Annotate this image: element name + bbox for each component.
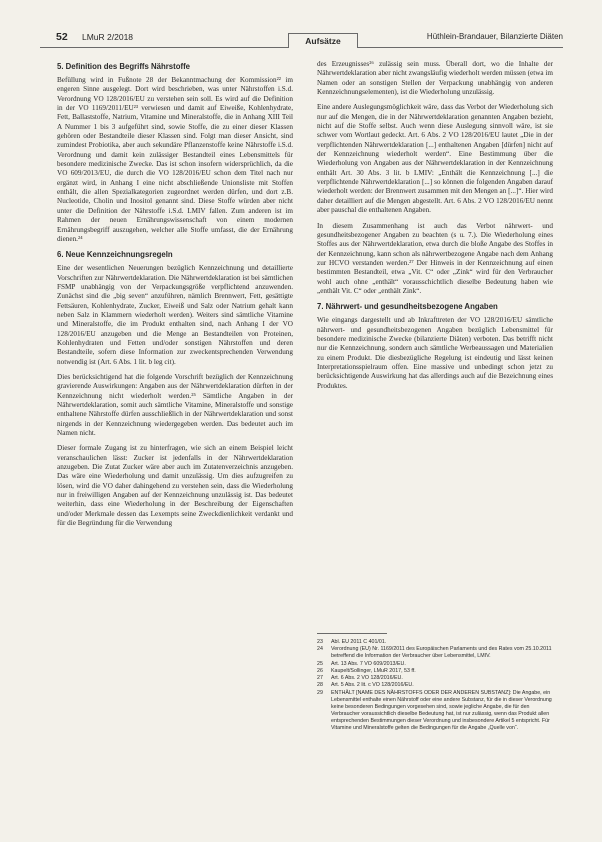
footnote: [317, 639, 553, 646]
section-heading: 5. Definition des Begriffs Nährstoffe: [57, 62, 190, 71]
footnote: [317, 675, 553, 682]
footnote-number: 23: [317, 639, 323, 645]
footnote-number: 26: [317, 667, 323, 674]
footnote: [317, 668, 553, 675]
page-number: 52: [56, 31, 68, 43]
body-paragraph: Wie eingangs dargestellt und ab Inkrafttreten der VO 128/2016/EU sämtliche nährwert- und gesundheitsbezogenen Angaben bezüglich Lebensmittel für besondere medizinische Zwecke (bilanzierte Diäten) verboten. Das betrifft nicht nur die Kennzeichnung, sondern auch sämtliche Werbeaussagen und Materialien zu einem Produkt. Die diesbezügliche Regelung ist eindeutig und lässt keinen Interpretationsspielraum offen. Eine massive und unbedingt schon jetzt zu berücksichtigende Auswirkung hat das allerdings auch auf die Bezeichnung eines Produktes.: [317, 316, 553, 390]
body-paragraph: Dies berücksichtigend hat die folgende Vorschrift bezüglich der Kennzeichnung gravierende Auswirkungen: Angaben aus der Nährwertdeklaration dürften in der Kennzeichnung nicht wiederholt werden.²⁵ Sämtliche Angaben in der Nährwertdeklaration, somit auch sämtliche Vitamine, Mineralstoffe und sonstige enthaltene Nährstoffe dürfen ausschließlich in der Nährwertdeklaration und sonst nirgends in der Kennzeichnung wiedergegeben werden. Das bedeutet auch im Namen nicht.: [57, 372, 293, 438]
section-heading: 6. Neue Kennzeichnungsregeln: [57, 250, 173, 260]
section-label: Aufsätze: [288, 33, 358, 48]
footnote-number: 27: [317, 675, 323, 682]
footnote-number: 28: [317, 682, 323, 689]
footnote-text: Art. 6 Abs. 2 VO 128/2016/EU.: [331, 675, 403, 682]
left-column: [57, 60, 293, 534]
footnote-text: Art. 13 Abs. 7 VO 609/2013/EU.: [331, 660, 406, 667]
body-paragraph: Eine der wesentlichen Neuerungen bezüglich Kennzeichnung und detaillierte Vorschriften zur Nährwertdeklaration. Die Nährwertdeklaration ist bei sämtlichen FSMP unabhängig von der Verpackungsgröße verpflichtend anzuwenden. Zunächst sind die „big seven“ anzuführen, nämlich Brennwert, Fett, gesättigte Fettsäuren, Kohlenhydrate, Zucker, Eiweiß und Salz oder Natrium gehalt kann neben Salz in Klammern wiederholt werden). Weiters sind sämtliche Vitamine und Mineralstoffe, die im Produkt enthalten sind, nach Anhang I der VO 128/2016/EU anzugeben und die Menge an Bestandteilen von Proteinen, Kohlenhydraten und Fetten und/oder sonstigen Nährstoffen und deren Bestandteile, sofern diese Information zur zweckentsprechenden Verwendung notwendig ist (Art. 6 Abs. 1 lit. b leg cit).: [57, 264, 293, 366]
body-paragraph: Befüllung wird in Fußnote 28 der Bekanntmachung der Kommission²² im engeren Sinne ausgelegt. Dort wird beschrieben, was unter Nährstoffen i.S.d. Verordnung VO 128/2016/EU zu verstehen sein soll. Es wird auf die Definition in der VO 1169/2011/EU²³ verwiesen und damit auf Eiweiße, Kohlenhydrate, Fett, Ballaststoffe, Natrium, Vitamine und Mineralstoffe, die in Anhang XIII Teil A Nummer 1 bis 3 aufgeführt sind, sowie Stoffe, die zu einer dieser Klassen gehören oder Bestandteile dieser Klassen sind. Folgt man dieser Ansicht, sind zumindest Probiotika, aber auch sekundäre Pflanzenstoffe keine Nährstoffe i.S.d. Verordnung und damit kein zulässiger Bestandteil eines Lebensmittels für besondere medizinische Zwecke. Das ist schon insofern widersprüchlich, da die VO 609/2013/EU, die durch die VO 128/2016/EU schon dem Titel nach nur ergänzt wird, in Anhang I eine nicht abschließende Unionsliste mit Stoffen enthält, die allen Spezialkategorien zugeordnet werden dürfen, und dort z.B. Nucleotide, Cholin und Inositol genannt sind. Diese Stoffe würden aber nicht unter die Definition der Nährstoffe i.S.d. LMIV fallen. Zum anderen ist im Rahmen der neuen Ernährungswissenschaft von einem modernen Ernährungsbegriff auszugehen, welcher alle Stoffe umfasst, die der Ernährung dienen.²⁴: [57, 76, 293, 243]
body-paragraph: des Erzeugnisses²⁶ zulässig sein muss. Überall dort, wo die Inhalte der Nährwertdeklaration aber nicht zwangsläufig wiederholt werden müssen (etwa im Namen oder an sonstigen Stellen der Verpackung unabhängig von anderen Kennzeichnungselementen), ist die Wiederholung unzulässig.: [317, 60, 553, 97]
footnote: [317, 661, 553, 668]
article-authors: Hüthlein-Brandauer, Bilanzierte Diäten: [426, 32, 563, 41]
body-paragraph: In diesem Zusammenhang ist auch das Verbot nährwert- und gesundheitsbezogener Angaben zu beachten (s u. 7.). Die Wiederholung eines Stoffes aus der Nährwertdeklaration, etwa durch die bloße Angabe des Stoffes in der Kennzeichnung, kann schon als nährwertbezogene Angabe nach dem Anhang zur HCVO verstanden werden.²⁷ Der Hinweis in der Kennzeichnung auf einen bestimmten Bestandteil, etwa „Vit. C“ oder „Zink“ wird für den Verbraucher wohl auch ohne „enthält“ vorausschichtlich dieselbe Bedeutung haben wie „enthält Vit. C“ oder „enthält Zink“.: [317, 221, 553, 295]
body-paragraph: Eine andere Auslegungsmöglichkeit wäre, dass das Verbot der Wiederholung sich nur auf die Mengen, die in der Nährwertdeklaration genannten Angaben bezieht, nicht auf die Stoffe selbst. Auch wenn diese Auslegung sinnvoll wäre, ist sie schwer vom Wortlaut gedeckt. Art. 6 Abs. 2 VO 128/2016/EU lautet „Die in der verpflichtenden Nährwertdeklaration [...] enthaltenen Angaben [dürfen] nicht auf der Kennzeichnung wiederholt werden“. Eine Bestimmung über die Wiederholung von Angaben aus der Nährwertdeklaration in der Kennzeichnung enthält Art. 30 Abs. 3 lit. b LMIV: „Enthält die Kennzeichnung [...] die verpflichtende Nährwertdeklaration [...] so können die folgenden Angaben darauf wiederholt werden: der Brennwert zusammen mit den Mengen an [...]“. Hier wird daher detailliert auf die Mengen abgestellt. Art. 6 Abs. 2 VO 128/2016/EU nennt aber pauschal die enthaltenen Angaben.: [317, 103, 553, 215]
running-header: [40, 29, 563, 48]
footnote: [317, 690, 553, 732]
journal-issue: LMuR 2/2018: [82, 32, 134, 42]
section-heading: 7. Nährwert- und gesundheitsbezogene Angaben: [317, 302, 498, 312]
footnote-text: Verordnung (EU) Nr. 1169/2011 des Europäischen Parlaments und des Rates vom 25.10.2011 betreffend die Information der Verbraucher über Lebensmittel, LMIV.: [331, 646, 552, 660]
footnote-text: ENTHÄLT [NAME DES NÄHRSTOFFS ODER DER ANDEREN SUBSTANZ]: Die Angabe, ein Lebensmittel enthalte einen Nährstoff oder eine andere Substanz, für die in dieser Verordnung keine besonderen Bedingungen vorgesehen sind, sowie jegliche Angabe, die für den Verbraucher voraussichtlich dieselbe Bedeutung hat, ist nur zulässig, wenn das Produkt allen entsprechenden Bestimmungen dieser Verordnung und insbesondere Artikel 5 entspricht. Für Vitamine und Mineralstoffe gelten die Bedingungen für die Angabe „Quelle von“.: [331, 689, 552, 731]
footnote-text: Abl. EU 2011 C 401/01.: [331, 639, 387, 645]
footnote: [317, 646, 553, 660]
footnote-divider: [317, 633, 387, 634]
footnotes: [317, 639, 553, 732]
body-paragraph: Dieser formale Zugang ist zu hinterfragen, wie sich an einem Beispiel leicht veranschaulichen lässt: Zucker ist jedenfalls in der Nährwertdeklaration anzugeben. Die Zutat Zucker wäre aber auch im Zutatenverzeichnis anzugeben. Das wäre eine Wiederholung und damit unzulässig. Um dies aufzugreifen zu lösen, wird die VO daher dahingehend zu verstehen sein, dass die Wiederholung nur in freiwilligen Angaben auf der Kennzeichnung unzulässig ist. Das bedeutet weiterhin, dass eine Wiederholung in der Beschreibung der Eigenschaften und/oder Merkmale dessen das Lexempts seine Zweckdienlichkeit verdankt und für die Begründung für die Verwendung: [57, 444, 293, 528]
footnote-number: 25: [317, 660, 323, 667]
footnote-text: Kaupelt/Sollinger, LMuR 2017, 53 ff.: [331, 667, 416, 674]
right-column: [317, 60, 553, 397]
footnote-number: 29: [317, 689, 323, 696]
footnote-number: 24: [317, 646, 323, 653]
footnote: [317, 682, 553, 689]
footnote-text: Art. 5 Abs. 2 lit. c VO 128/2016/EU.: [331, 682, 414, 689]
